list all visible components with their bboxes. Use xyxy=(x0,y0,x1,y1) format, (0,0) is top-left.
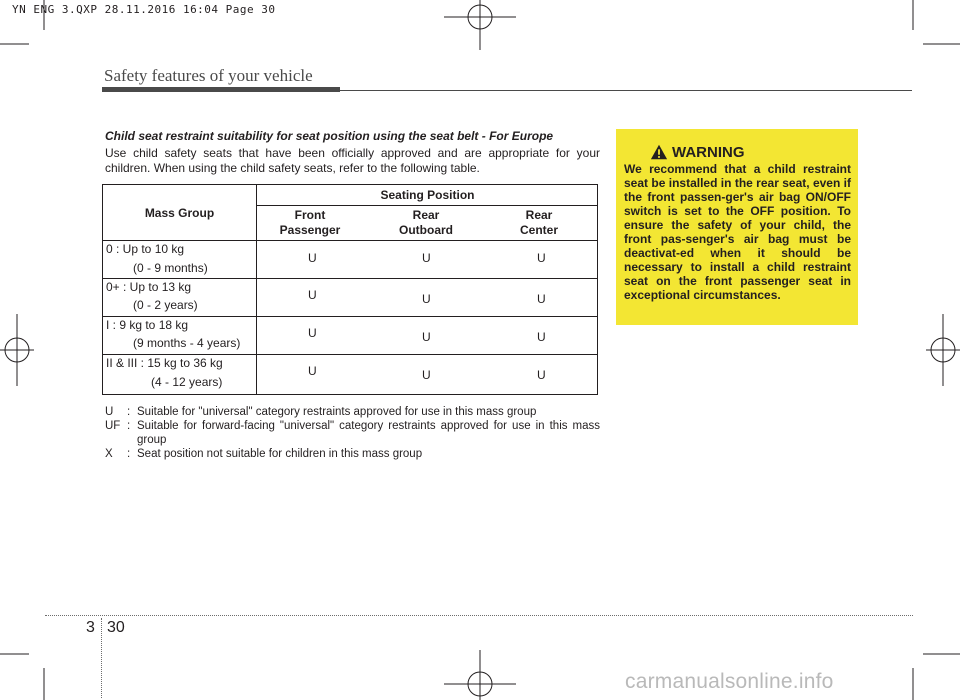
row-mass-line2: (0 - 9 months) xyxy=(133,261,208,275)
warning-triangle-icon xyxy=(650,143,668,161)
legend-row xyxy=(105,447,600,461)
row-value: U xyxy=(422,368,431,382)
table-line xyxy=(103,240,598,241)
seating-position-header: Seating Position xyxy=(380,188,475,202)
column-header-rear-center xyxy=(479,208,599,238)
table-subheading: Child seat restraint suitability for seat position using the seat belt - For Europe xyxy=(105,129,554,143)
row-value: U xyxy=(537,368,546,382)
suitability-table xyxy=(102,184,598,395)
warning-title: WARNING xyxy=(672,143,745,161)
page-number: 30 xyxy=(107,619,125,636)
print-slug: YN ENG 3.QXP 28.11.2016 16:04 Page 30 xyxy=(12,3,276,16)
row-value: U xyxy=(308,251,317,265)
watermark: carmanualsonline.info xyxy=(625,670,834,693)
intro-paragraph: Use child safety seats that have been officially approved and are appropriate for your children. When using the child safety seats, refer to the following table. xyxy=(105,146,600,175)
row-mass-line1: I : 9 kg to 18 kg xyxy=(106,318,189,332)
chapter-number: 3 xyxy=(86,619,95,636)
header-rule-thick xyxy=(102,87,340,92)
row-value: U xyxy=(308,364,317,378)
row-mass-line2: (9 months - 4 years) xyxy=(133,336,241,350)
section-title: Safety features of your vehicle xyxy=(104,66,313,85)
legend-separator: : xyxy=(127,406,131,418)
legend-key: U xyxy=(105,406,114,418)
column-header-line: Center xyxy=(519,223,558,237)
warning-box xyxy=(616,129,858,325)
row-value: U xyxy=(422,251,431,265)
legend-description: Suitable for "universal" category restraints approved for use in this mass group xyxy=(137,406,537,418)
legend-description: Suitable for forward-facing "universal" category restraints approved for use in this mass group xyxy=(137,420,600,446)
table-line xyxy=(103,354,598,355)
table-line xyxy=(103,316,598,317)
footer-rule xyxy=(45,615,913,616)
header-rule-thin xyxy=(340,90,912,91)
column-header-rear-outboard xyxy=(373,208,479,238)
legend-key: UF xyxy=(105,420,121,432)
row-mass-line2: (4 - 12 years) xyxy=(151,375,223,389)
legend-separator: : xyxy=(127,420,131,432)
warning-text: We recommend that a child restraint seat be installed in the rear seat, even if the front passen-ger's air bag ON/OFF switch is set to the OFF position. To ensure the safety of your child, the front pas-senger's air bag must be deactivat-ed when it should be necessary to install a child restraint seat on the front passenger seat in exceptional circumstances. xyxy=(624,162,851,302)
row-value: U xyxy=(308,288,317,302)
legend-description: Seat position not suitable for children in this mass group xyxy=(137,448,423,460)
row-value: U xyxy=(422,292,431,306)
legend-key: X xyxy=(105,448,113,460)
column-header-line: Front xyxy=(294,208,326,222)
mass-group-header: Mass Group xyxy=(144,206,215,220)
column-header-line: Passenger xyxy=(279,223,341,237)
column-header-front xyxy=(257,208,363,238)
row-value: U xyxy=(308,326,317,340)
row-value: U xyxy=(422,330,431,344)
page-number-divider xyxy=(101,618,102,698)
table-legend xyxy=(105,405,600,461)
row-value: U xyxy=(537,292,546,306)
row-mass-line1: II & III : 15 kg to 36 kg xyxy=(106,356,223,370)
column-header-line: Outboard xyxy=(399,223,453,237)
column-header-line: Rear xyxy=(525,208,553,222)
row-value: U xyxy=(537,330,546,344)
legend-row xyxy=(105,405,600,419)
column-header-line: Rear xyxy=(412,208,440,222)
row-mass-line1: 0 : Up to 10 kg xyxy=(106,242,185,256)
warning-header xyxy=(650,143,851,161)
legend-row xyxy=(105,419,600,447)
row-mass-line1: 0+ : Up to 13 kg xyxy=(106,280,192,294)
table-line xyxy=(103,278,598,279)
table-line xyxy=(256,205,598,206)
row-mass-line2: (0 - 2 years) xyxy=(133,298,198,312)
row-value: U xyxy=(537,251,546,265)
legend-separator: : xyxy=(127,448,131,460)
